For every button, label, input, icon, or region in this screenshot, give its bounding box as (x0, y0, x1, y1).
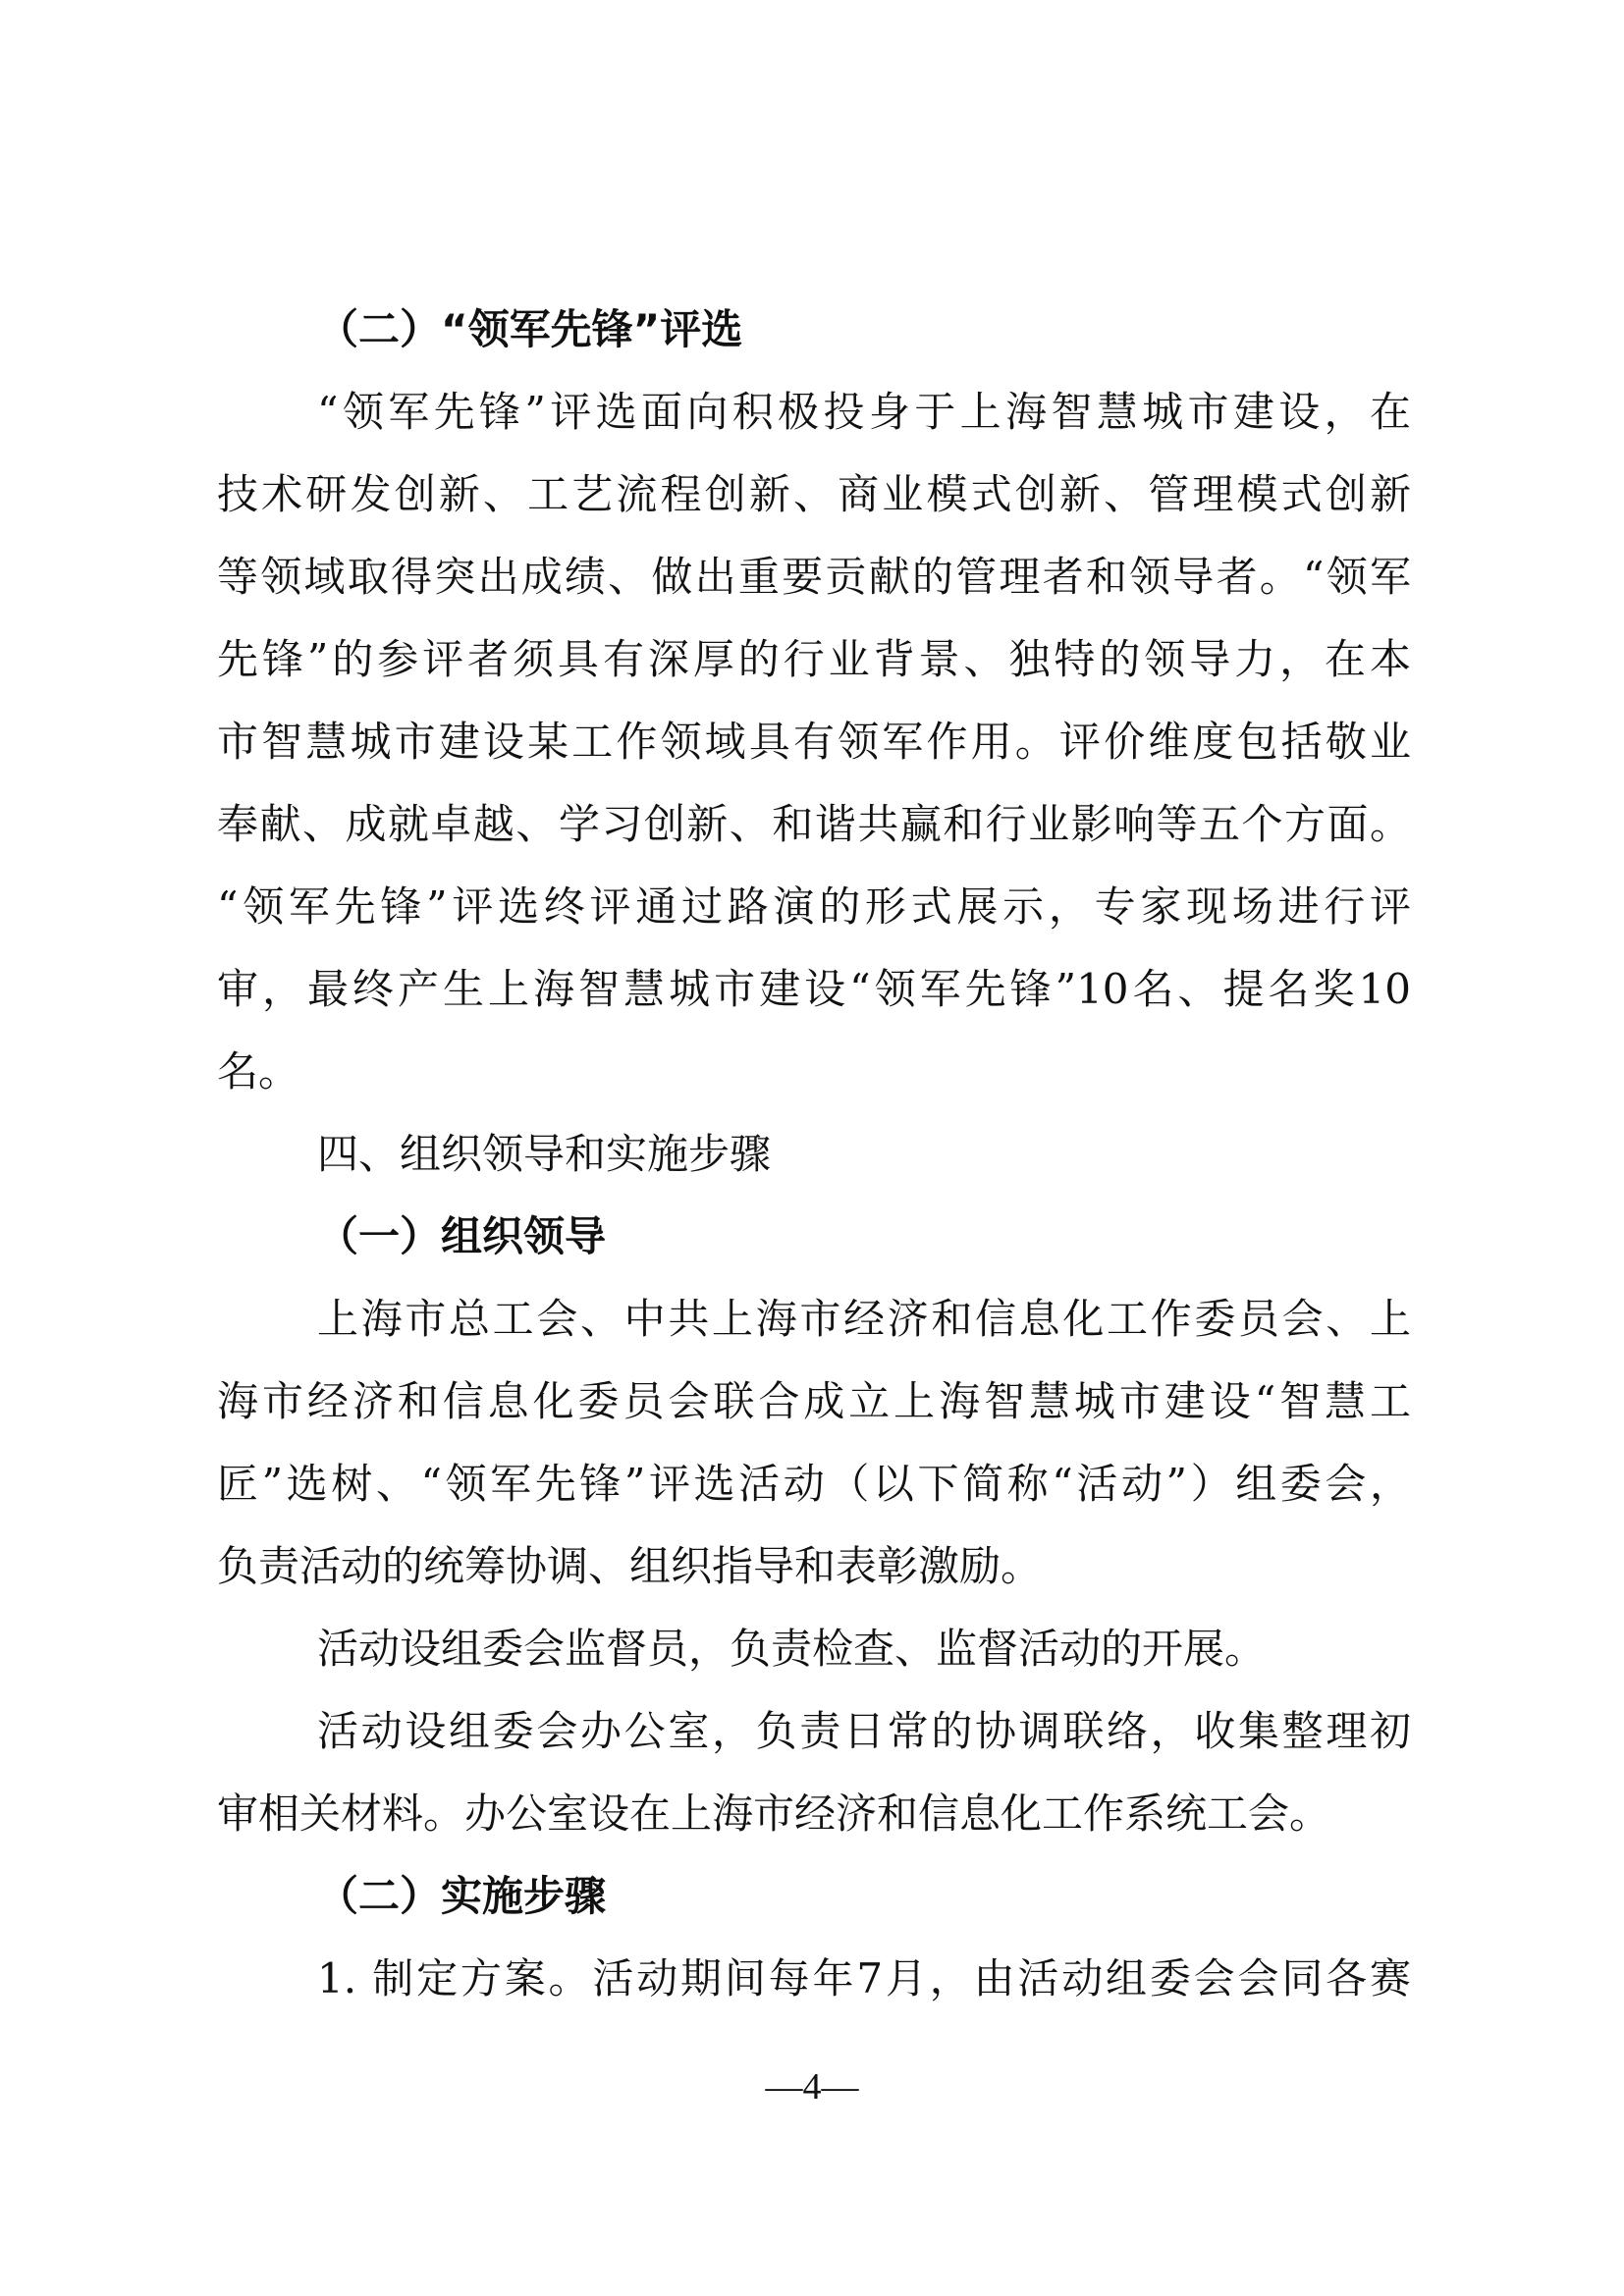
paragraph-line: 审，最终产生上海智慧城市建设“领军先锋”10名、提名奖10 (217, 965, 1411, 1013)
paragraph-line: 先锋”的参评者须具有深厚的行业背景、独特的领导力，在本 (217, 635, 1411, 683)
paragraph-line: 1. 制定方案。活动期间每年7月，由活动组委会会同各赛 (317, 1954, 1411, 2002)
paragraph-line: 审相关材料。办公室设在上海市经济和信息化工作系统工会。 (217, 1789, 1331, 1838)
paragraph-line: 市智慧城市建设某工作领域具有领军作用。评价维度包括敬业 (217, 718, 1411, 766)
section-heading-organization: 四、组织领导和实施步骤 (317, 1130, 772, 1178)
paragraph-line: 技术研发创新、工艺流程创新、商业模式创新、管理模式创新 (217, 470, 1411, 518)
subsection-heading-leadership: （一）组织领导 (317, 1212, 607, 1260)
paragraph-line: 上海市总工会、中共上海市经济和信息化工作委员会、上 (317, 1295, 1411, 1343)
paragraph-line: “领军先锋”评选终评通过路演的形式展示，专家现场进行评 (217, 882, 1411, 931)
subsection-heading-steps: （二）实施步骤 (317, 1872, 607, 1920)
paragraph-line: 活动设组委会办公室，负责日常的协调联络，收集整理初 (317, 1707, 1411, 1755)
paragraph-line: 负责活动的统筹协调、组织指导和表彰激励。 (217, 1542, 1043, 1590)
paragraph-line: 活动设组委会监督员，负责检查、监督活动的开展。 (317, 1625, 1267, 1673)
paragraph-line: “领军先锋”评选面向积极投身于上海智慧城市建设，在 (317, 388, 1411, 436)
paragraph-line: 匠”选树、“领军先锋”评选活动（以下简称“活动”）组委会， (217, 1460, 1411, 1508)
paragraph-line: 等领域取得突出成绩、做出重要贡献的管理者和领导者。“领军 (217, 553, 1411, 601)
page-number: —4— (765, 2066, 859, 2108)
paragraph-line: 海市经济和信息化委员会联合成立上海智慧城市建设“智慧工 (217, 1377, 1411, 1425)
section-heading-leading-pioneer: （二）“领军先锋”评选 (317, 305, 743, 353)
paragraph-line: 奉献、成就卓越、学习创新、和谐共赢和行业影响等五个方面。 (217, 800, 1411, 848)
paragraph-line: 名。 (217, 1047, 300, 1095)
